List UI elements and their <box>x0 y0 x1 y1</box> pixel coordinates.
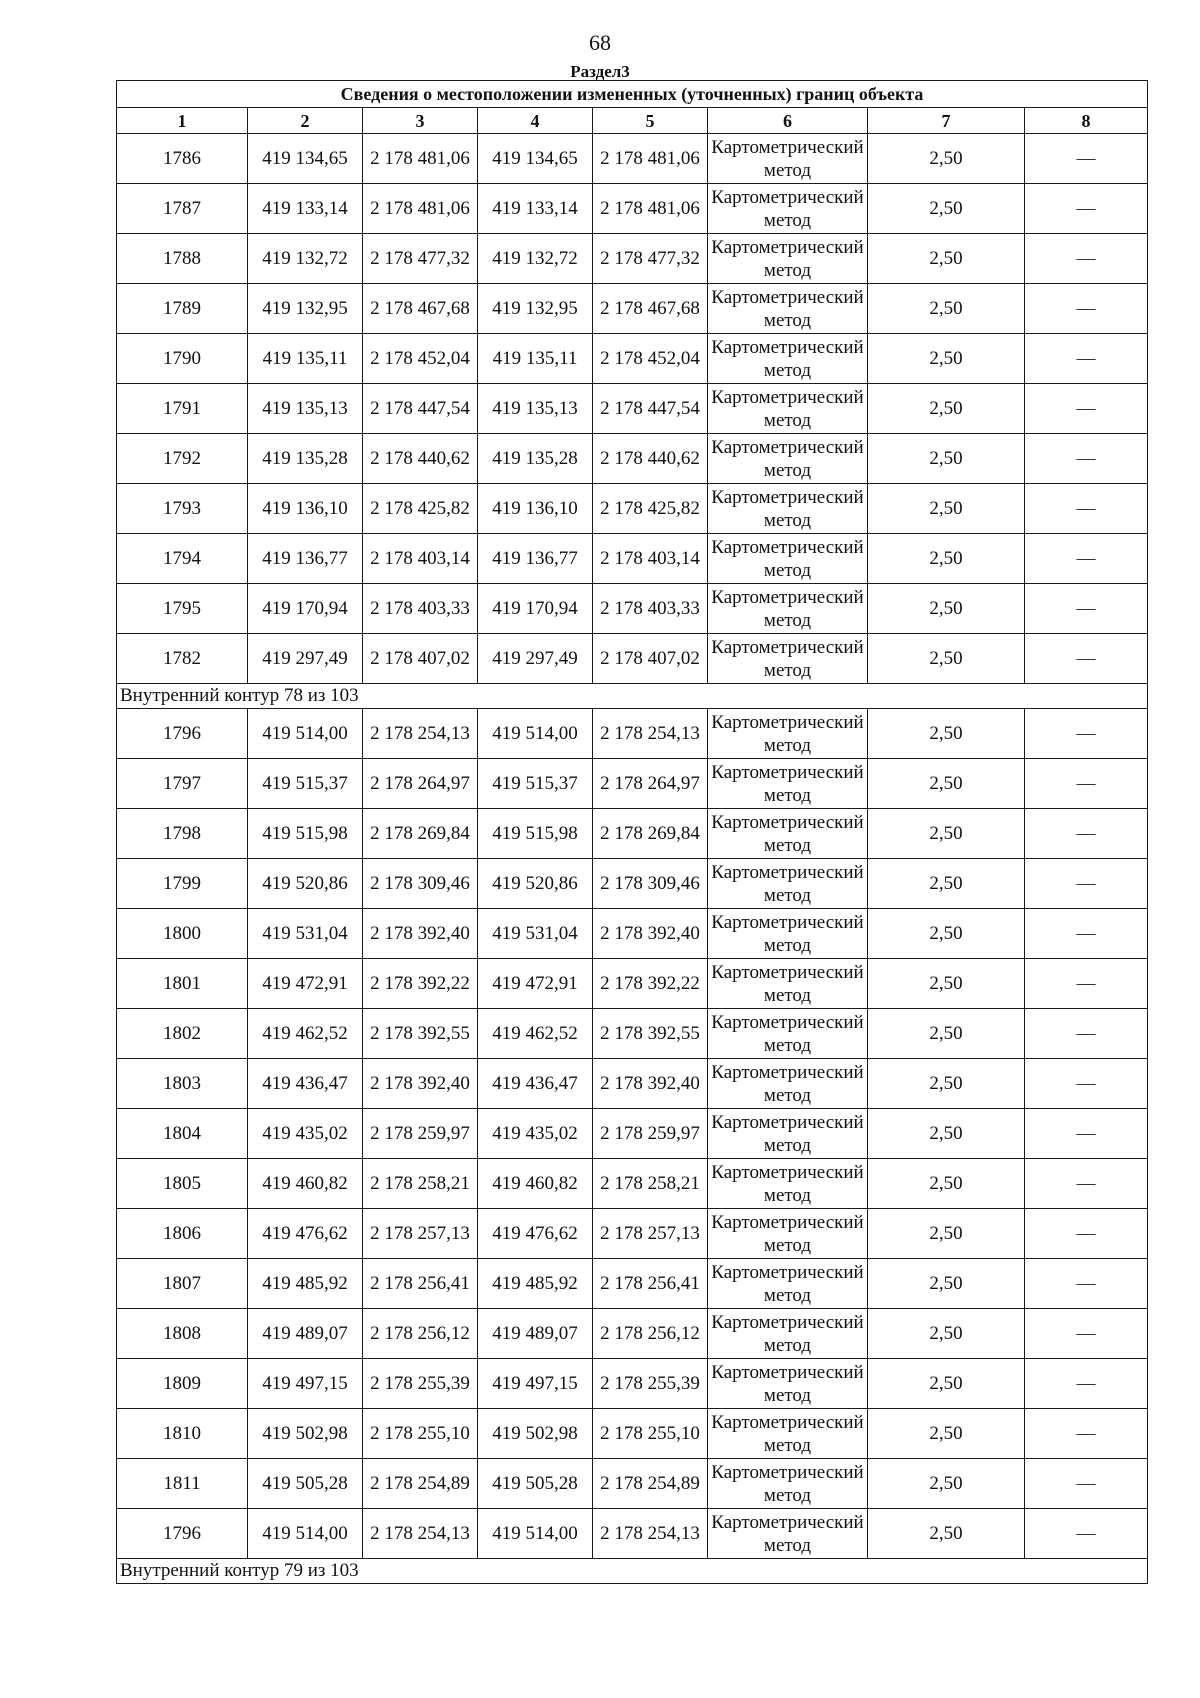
x-new-cell: 419 476,62 <box>478 1209 593 1259</box>
x-new-cell: 419 133,14 <box>478 184 593 234</box>
point-number-cell: 1800 <box>117 909 248 959</box>
contour-label: Внутренний контур 79 из 103 <box>117 1559 1148 1584</box>
point-number-cell: 1789 <box>117 284 248 334</box>
accuracy-cell: 2,50 <box>868 184 1025 234</box>
point-number-cell: 1782 <box>117 634 248 684</box>
x-new-cell: 419 136,77 <box>478 534 593 584</box>
description-cell: — <box>1025 634 1148 684</box>
table-caption-row <box>117 81 1148 108</box>
accuracy-cell: 2,50 <box>868 1309 1025 1359</box>
table-row <box>117 859 1148 909</box>
y-new-cell: 2 178 269,84 <box>593 809 708 859</box>
description-cell: — <box>1025 809 1148 859</box>
description-cell: — <box>1025 134 1148 184</box>
point-number-cell: 1795 <box>117 584 248 634</box>
column-number: 6 <box>708 108 868 134</box>
y-old-cell: 2 178 425,82 <box>363 484 478 534</box>
table-row <box>117 434 1148 484</box>
method-cell: Картометрический метод <box>708 909 868 959</box>
y-new-cell: 2 178 467,68 <box>593 284 708 334</box>
y-new-cell: 2 178 254,13 <box>593 1509 708 1559</box>
accuracy-cell: 2,50 <box>868 1409 1025 1459</box>
contour-label: Внутренний контур 78 из 103 <box>117 684 1148 709</box>
y-new-cell: 2 178 255,39 <box>593 1359 708 1409</box>
x-new-cell: 419 460,82 <box>478 1159 593 1209</box>
column-number: 1 <box>117 108 248 134</box>
method-cell: Картометрический метод <box>708 1459 868 1509</box>
x-old-cell: 419 476,62 <box>248 1209 363 1259</box>
table-row <box>117 1409 1148 1459</box>
table-row <box>117 334 1148 384</box>
y-new-cell: 2 178 392,55 <box>593 1009 708 1059</box>
description-cell: — <box>1025 584 1148 634</box>
boundary-table <box>116 80 1148 1584</box>
y-new-cell: 2 178 259,97 <box>593 1109 708 1159</box>
x-old-cell: 419 485,92 <box>248 1259 363 1309</box>
x-old-cell: 419 135,13 <box>248 384 363 434</box>
x-old-cell: 419 135,11 <box>248 334 363 384</box>
point-number-cell: 1809 <box>117 1359 248 1409</box>
x-old-cell: 419 134,65 <box>248 134 363 184</box>
x-old-cell: 419 514,00 <box>248 709 363 759</box>
x-new-cell: 419 520,86 <box>478 859 593 909</box>
description-cell: — <box>1025 859 1148 909</box>
accuracy-cell: 2,50 <box>868 1059 1025 1109</box>
x-old-cell: 419 435,02 <box>248 1109 363 1159</box>
y-old-cell: 2 178 259,97 <box>363 1109 478 1159</box>
y-new-cell: 2 178 392,40 <box>593 909 708 959</box>
column-number: 4 <box>478 108 593 134</box>
x-old-cell: 419 136,10 <box>248 484 363 534</box>
point-number-cell: 1797 <box>117 759 248 809</box>
accuracy-cell: 2,50 <box>868 484 1025 534</box>
point-number-cell: 1804 <box>117 1109 248 1159</box>
method-cell: Картометрический метод <box>708 1209 868 1259</box>
method-cell: Картометрический метод <box>708 184 868 234</box>
y-old-cell: 2 178 257,13 <box>363 1209 478 1259</box>
table-row <box>117 634 1148 684</box>
description-cell: — <box>1025 1359 1148 1409</box>
y-new-cell: 2 178 407,02 <box>593 634 708 684</box>
table-row <box>117 1259 1148 1309</box>
description-cell: — <box>1025 284 1148 334</box>
point-number-cell: 1806 <box>117 1209 248 1259</box>
table-row <box>117 584 1148 634</box>
accuracy-cell: 2,50 <box>868 284 1025 334</box>
x-new-cell: 419 135,13 <box>478 384 593 434</box>
point-number-cell: 1793 <box>117 484 248 534</box>
method-cell: Картометрический метод <box>708 1059 868 1109</box>
table-body <box>117 81 1148 1584</box>
point-number-cell: 1805 <box>117 1159 248 1209</box>
description-cell: — <box>1025 1459 1148 1509</box>
y-new-cell: 2 178 256,12 <box>593 1309 708 1359</box>
point-number-cell: 1801 <box>117 959 248 1009</box>
y-new-cell: 2 178 392,40 <box>593 1059 708 1109</box>
point-number-cell: 1807 <box>117 1259 248 1309</box>
description-cell: — <box>1025 1209 1148 1259</box>
point-number-cell: 1787 <box>117 184 248 234</box>
x-old-cell: 419 502,98 <box>248 1409 363 1459</box>
column-number: 7 <box>868 108 1025 134</box>
accuracy-cell: 2,50 <box>868 709 1025 759</box>
accuracy-cell: 2,50 <box>868 334 1025 384</box>
description-cell: — <box>1025 909 1148 959</box>
accuracy-cell: 2,50 <box>868 1509 1025 1559</box>
y-new-cell: 2 178 258,21 <box>593 1159 708 1209</box>
y-old-cell: 2 178 392,22 <box>363 959 478 1009</box>
x-new-cell: 419 502,98 <box>478 1409 593 1459</box>
y-old-cell: 2 178 392,40 <box>363 1059 478 1109</box>
accuracy-cell: 2,50 <box>868 234 1025 284</box>
x-old-cell: 419 462,52 <box>248 1009 363 1059</box>
y-new-cell: 2 178 309,46 <box>593 859 708 909</box>
accuracy-cell: 2,50 <box>868 909 1025 959</box>
x-new-cell: 419 489,07 <box>478 1309 593 1359</box>
accuracy-cell: 2,50 <box>868 1459 1025 1509</box>
accuracy-cell: 2,50 <box>868 534 1025 584</box>
description-cell: — <box>1025 534 1148 584</box>
y-new-cell: 2 178 452,04 <box>593 334 708 384</box>
point-number-cell: 1799 <box>117 859 248 909</box>
table-row <box>117 809 1148 859</box>
accuracy-cell: 2,50 <box>868 634 1025 684</box>
description-cell: — <box>1025 434 1148 484</box>
x-new-cell: 419 135,28 <box>478 434 593 484</box>
x-old-cell: 419 170,94 <box>248 584 363 634</box>
page-number: 68 <box>589 30 611 55</box>
method-cell: Картометрический метод <box>708 284 868 334</box>
point-number-cell: 1811 <box>117 1459 248 1509</box>
table-row <box>117 1509 1148 1559</box>
x-new-cell: 419 297,49 <box>478 634 593 684</box>
y-old-cell: 2 178 447,54 <box>363 384 478 434</box>
accuracy-cell: 2,50 <box>868 1259 1025 1309</box>
method-cell: Картометрический метод <box>708 484 868 534</box>
description-cell: — <box>1025 709 1148 759</box>
method-cell: Картометрический метод <box>708 1159 868 1209</box>
description-cell: — <box>1025 184 1148 234</box>
x-new-cell: 419 515,37 <box>478 759 593 809</box>
x-new-cell: 419 514,00 <box>478 1509 593 1559</box>
column-number: 2 <box>248 108 363 134</box>
y-old-cell: 2 178 256,41 <box>363 1259 478 1309</box>
accuracy-cell: 2,50 <box>868 859 1025 909</box>
point-number-cell: 1790 <box>117 334 248 384</box>
y-old-cell: 2 178 467,68 <box>363 284 478 334</box>
table-row <box>117 384 1148 434</box>
x-old-cell: 419 505,28 <box>248 1459 363 1509</box>
point-number-cell: 1808 <box>117 1309 248 1359</box>
x-new-cell: 419 485,92 <box>478 1259 593 1309</box>
y-old-cell: 2 178 254,89 <box>363 1459 478 1509</box>
y-old-cell: 2 178 269,84 <box>363 809 478 859</box>
y-new-cell: 2 178 403,33 <box>593 584 708 634</box>
accuracy-cell: 2,50 <box>868 384 1025 434</box>
y-new-cell: 2 178 481,06 <box>593 134 708 184</box>
description-cell: — <box>1025 384 1148 434</box>
column-number: 8 <box>1025 108 1148 134</box>
description-cell: — <box>1025 1109 1148 1159</box>
accuracy-cell: 2,50 <box>868 1159 1025 1209</box>
y-new-cell: 2 178 440,62 <box>593 434 708 484</box>
x-new-cell: 419 136,10 <box>478 484 593 534</box>
y-old-cell: 2 178 254,13 <box>363 1509 478 1559</box>
column-number: 5 <box>593 108 708 134</box>
x-old-cell: 419 436,47 <box>248 1059 363 1109</box>
x-new-cell: 419 436,47 <box>478 1059 593 1109</box>
method-cell: Картометрический метод <box>708 709 868 759</box>
y-old-cell: 2 178 256,12 <box>363 1309 478 1359</box>
y-old-cell: 2 178 255,39 <box>363 1359 478 1409</box>
method-cell: Картометрический метод <box>708 1509 868 1559</box>
point-number-cell: 1810 <box>117 1409 248 1459</box>
point-number-cell: 1791 <box>117 384 248 434</box>
table-row <box>117 284 1148 334</box>
y-new-cell: 2 178 477,32 <box>593 234 708 284</box>
method-cell: Картометрический метод <box>708 134 868 184</box>
x-old-cell: 419 515,37 <box>248 759 363 809</box>
y-new-cell: 2 178 264,97 <box>593 759 708 809</box>
x-new-cell: 419 135,11 <box>478 334 593 384</box>
table-row <box>117 534 1148 584</box>
accuracy-cell: 2,50 <box>868 959 1025 1009</box>
table-row <box>117 959 1148 1009</box>
table-row <box>117 1309 1148 1359</box>
y-new-cell: 2 178 392,22 <box>593 959 708 1009</box>
method-cell: Картометрический метод <box>708 809 868 859</box>
description-cell: — <box>1025 1409 1148 1459</box>
x-new-cell: 419 132,72 <box>478 234 593 284</box>
table-row <box>117 759 1148 809</box>
x-new-cell: 419 132,95 <box>478 284 593 334</box>
x-new-cell: 419 515,98 <box>478 809 593 859</box>
y-old-cell: 2 178 477,32 <box>363 234 478 284</box>
y-old-cell: 2 178 440,62 <box>363 434 478 484</box>
x-new-cell: 419 505,28 <box>478 1459 593 1509</box>
description-cell: — <box>1025 1259 1148 1309</box>
method-cell: Картометрический метод <box>708 334 868 384</box>
method-cell: Картометрический метод <box>708 634 868 684</box>
x-old-cell: 419 135,28 <box>248 434 363 484</box>
table-row <box>117 184 1148 234</box>
description-cell: — <box>1025 1059 1148 1109</box>
description-cell: — <box>1025 1309 1148 1359</box>
description-cell: — <box>1025 959 1148 1009</box>
method-cell: Картометрический метод <box>708 1259 868 1309</box>
point-number-cell: 1788 <box>117 234 248 284</box>
y-old-cell: 2 178 452,04 <box>363 334 478 384</box>
table-row <box>117 1059 1148 1109</box>
table-row <box>117 909 1148 959</box>
x-new-cell: 419 497,15 <box>478 1359 593 1409</box>
x-new-cell: 419 435,02 <box>478 1109 593 1159</box>
y-old-cell: 2 178 255,10 <box>363 1409 478 1459</box>
x-new-cell: 419 134,65 <box>478 134 593 184</box>
table-row <box>117 1109 1148 1159</box>
y-old-cell: 2 178 309,46 <box>363 859 478 909</box>
method-cell: Картометрический метод <box>708 534 868 584</box>
point-number-cell: 1798 <box>117 809 248 859</box>
x-old-cell: 419 136,77 <box>248 534 363 584</box>
point-number-cell: 1792 <box>117 434 248 484</box>
y-old-cell: 2 178 392,55 <box>363 1009 478 1059</box>
description-cell: — <box>1025 234 1148 284</box>
x-old-cell: 419 520,86 <box>248 859 363 909</box>
point-number-cell: 1786 <box>117 134 248 184</box>
accuracy-cell: 2,50 <box>868 134 1025 184</box>
method-cell: Картометрический метод <box>708 759 868 809</box>
y-old-cell: 2 178 481,06 <box>363 134 478 184</box>
method-cell: Картометрический метод <box>708 1109 868 1159</box>
column-numbers-row <box>117 108 1148 134</box>
table-row <box>117 484 1148 534</box>
x-new-cell: 419 514,00 <box>478 709 593 759</box>
table-row <box>117 709 1148 759</box>
method-cell: Картометрический метод <box>708 1009 868 1059</box>
point-number-cell: 1802 <box>117 1009 248 1059</box>
accuracy-cell: 2,50 <box>868 584 1025 634</box>
x-old-cell: 419 132,95 <box>248 284 363 334</box>
y-new-cell: 2 178 257,13 <box>593 1209 708 1259</box>
x-old-cell: 419 297,49 <box>248 634 363 684</box>
y-old-cell: 2 178 258,21 <box>363 1159 478 1209</box>
y-old-cell: 2 178 264,97 <box>363 759 478 809</box>
accuracy-cell: 2,50 <box>868 809 1025 859</box>
description-cell: — <box>1025 1159 1148 1209</box>
description-cell: — <box>1025 484 1148 534</box>
description-cell: — <box>1025 1509 1148 1559</box>
x-new-cell: 419 170,94 <box>478 584 593 634</box>
y-new-cell: 2 178 425,82 <box>593 484 708 534</box>
x-old-cell: 419 531,04 <box>248 909 363 959</box>
y-old-cell: 2 178 392,40 <box>363 909 478 959</box>
table-row <box>117 234 1148 284</box>
table-row <box>117 134 1148 184</box>
x-old-cell: 419 133,14 <box>248 184 363 234</box>
table-row <box>117 1209 1148 1259</box>
method-cell: Картометрический метод <box>708 434 868 484</box>
x-old-cell: 419 472,91 <box>248 959 363 1009</box>
method-cell: Картометрический метод <box>708 859 868 909</box>
method-cell: Картометрический метод <box>708 959 868 1009</box>
x-old-cell: 419 489,07 <box>248 1309 363 1359</box>
method-cell: Картометрический метод <box>708 1409 868 1459</box>
point-number-cell: 1803 <box>117 1059 248 1109</box>
table-caption: Сведения о местоположении измененных (уточненных) границ объекта <box>117 81 1148 108</box>
x-new-cell: 419 531,04 <box>478 909 593 959</box>
x-old-cell: 419 497,15 <box>248 1359 363 1409</box>
y-new-cell: 2 178 255,10 <box>593 1409 708 1459</box>
column-number: 3 <box>363 108 478 134</box>
accuracy-cell: 2,50 <box>868 1359 1025 1409</box>
y-old-cell: 2 178 254,13 <box>363 709 478 759</box>
table-row <box>117 1009 1148 1059</box>
table-row <box>117 1159 1148 1209</box>
point-number-cell: 1796 <box>117 1509 248 1559</box>
y-new-cell: 2 178 254,89 <box>593 1459 708 1509</box>
accuracy-cell: 2,50 <box>868 759 1025 809</box>
x-old-cell: 419 514,00 <box>248 1509 363 1559</box>
x-old-cell: 419 515,98 <box>248 809 363 859</box>
y-old-cell: 2 178 407,02 <box>363 634 478 684</box>
description-cell: — <box>1025 1009 1148 1059</box>
section-title: Раздел3 <box>570 62 630 81</box>
y-new-cell: 2 178 481,06 <box>593 184 708 234</box>
y-new-cell: 2 178 256,41 <box>593 1259 708 1309</box>
y-new-cell: 2 178 254,13 <box>593 709 708 759</box>
contour-row <box>117 1559 1148 1584</box>
point-number-cell: 1794 <box>117 534 248 584</box>
y-new-cell: 2 178 403,14 <box>593 534 708 584</box>
x-old-cell: 419 460,82 <box>248 1159 363 1209</box>
accuracy-cell: 2,50 <box>868 1009 1025 1059</box>
y-old-cell: 2 178 403,14 <box>363 534 478 584</box>
description-cell: — <box>1025 759 1148 809</box>
accuracy-cell: 2,50 <box>868 1109 1025 1159</box>
y-old-cell: 2 178 481,06 <box>363 184 478 234</box>
method-cell: Картометрический метод <box>708 384 868 434</box>
method-cell: Картометрический метод <box>708 1359 868 1409</box>
x-new-cell: 419 462,52 <box>478 1009 593 1059</box>
x-new-cell: 419 472,91 <box>478 959 593 1009</box>
accuracy-cell: 2,50 <box>868 1209 1025 1259</box>
method-cell: Картометрический метод <box>708 234 868 284</box>
accuracy-cell: 2,50 <box>868 434 1025 484</box>
method-cell: Картометрический метод <box>708 584 868 634</box>
description-cell: — <box>1025 334 1148 384</box>
y-new-cell: 2 178 447,54 <box>593 384 708 434</box>
point-number-cell: 1796 <box>117 709 248 759</box>
method-cell: Картометрический метод <box>708 1309 868 1359</box>
table-row <box>117 1359 1148 1409</box>
table-row <box>117 1459 1148 1509</box>
y-old-cell: 2 178 403,33 <box>363 584 478 634</box>
contour-row <box>117 684 1148 709</box>
x-old-cell: 419 132,72 <box>248 234 363 284</box>
